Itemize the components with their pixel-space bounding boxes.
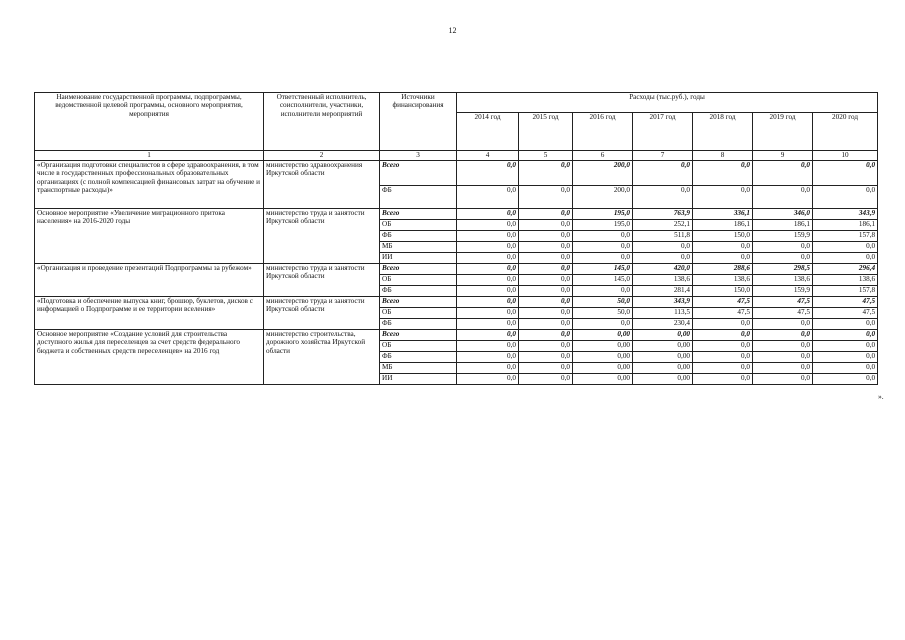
expense-value: 298,5 (753, 264, 813, 275)
expense-value: 0,00 (573, 330, 633, 341)
expense-value: 0,0 (813, 330, 878, 341)
expense-value: 343,9 (813, 209, 878, 220)
expense-value: 0,0 (633, 242, 693, 253)
expense-value: 0,0 (519, 161, 573, 186)
expense-value: 0,0 (457, 186, 519, 209)
expense-value: 0,0 (519, 319, 573, 330)
activity-name: «Организация и проведение презентаций Подпрограммы за рубежом» (35, 264, 264, 297)
expense-value: 159,9 (753, 231, 813, 242)
expense-value: 0,0 (519, 363, 573, 374)
expense-value: 336,1 (693, 209, 753, 220)
expense-value: 145,0 (573, 275, 633, 286)
expense-value: 0,0 (519, 308, 573, 319)
expense-value: 0,0 (519, 253, 573, 264)
column-number: 2 (264, 151, 380, 161)
expense-value: 47,5 (813, 297, 878, 308)
expense-value: 186,1 (813, 220, 878, 231)
expense-value: 0,0 (813, 186, 878, 209)
column-number: 8 (693, 151, 753, 161)
expense-value: 343,9 (633, 297, 693, 308)
expense-value: 0,00 (633, 374, 693, 385)
column-number: 9 (753, 151, 813, 161)
expense-value: 0,0 (693, 341, 753, 352)
expense-value: 0,0 (519, 242, 573, 253)
funding-source: Всего (380, 264, 457, 275)
expense-value: 157,8 (813, 286, 878, 297)
expense-value: 0,0 (693, 330, 753, 341)
table-body (35, 161, 878, 385)
expense-value: 195,0 (573, 220, 633, 231)
expense-value: 288,6 (693, 264, 753, 275)
expense-value: 0,0 (693, 374, 753, 385)
expense-value: 0,0 (813, 161, 878, 186)
responsible-executor: министерство здравоохранения Иркутской области (264, 161, 380, 209)
expense-value: 0,0 (457, 319, 519, 330)
expense-value: 0,0 (457, 297, 519, 308)
expense-value: 0,0 (457, 275, 519, 286)
column-number: 4 (457, 151, 519, 161)
expense-value: 0,0 (753, 341, 813, 352)
expense-value: 346,0 (753, 209, 813, 220)
expense-value: 200,0 (573, 161, 633, 186)
funding-source: ФБ (380, 231, 457, 242)
expense-value: 0,0 (573, 231, 633, 242)
expense-value: 0,0 (519, 374, 573, 385)
funding-source: ФБ (380, 319, 457, 330)
activity-name: «Организация подготовки специалистов в сфере здравоохранения, в том числе в государственных профессиональных образовательных организациях (с полной компенсацией финансовых затрат на обучение и транспортные расходы)» (35, 161, 264, 209)
expense-value: 0,0 (519, 352, 573, 363)
expense-value: 0,0 (457, 352, 519, 363)
expense-value: 420,0 (633, 264, 693, 275)
expense-value: 0,0 (633, 253, 693, 264)
expense-value: 281,4 (633, 286, 693, 297)
header-year: 2015 год (519, 112, 573, 150)
expense-value: 511,8 (633, 231, 693, 242)
responsible-executor: министерство труда и занятости Иркутской области (264, 209, 380, 264)
expense-value: 0,0 (693, 161, 753, 186)
expense-value: 0,0 (519, 209, 573, 220)
funding-source: ФБ (380, 186, 457, 209)
expense-value: 0,0 (753, 242, 813, 253)
header-responsible: Ответственный исполнитель, соисполнители, участники, исполнители мероприятий (264, 93, 380, 151)
expense-value: 157,8 (813, 231, 878, 242)
activity-name: «Подготовка и обеспечение выпуска книг, брошюр, буклетов, дисков с информацией о Подпрограмме и ее территории вселения» (35, 297, 264, 330)
expense-value: 0,0 (573, 253, 633, 264)
funding-source: Всего (380, 161, 457, 186)
expense-value: 0,0 (519, 264, 573, 275)
expense-value: 0,0 (693, 242, 753, 253)
responsible-executor: министерство труда и занятости Иркутской области (264, 297, 380, 330)
expense-value: 0,0 (457, 161, 519, 186)
expense-value: 0,0 (457, 231, 519, 242)
expense-value: 0,0 (457, 341, 519, 352)
header-name: Наименование государственной программы, подпрограммы, ведомственной целевой программы, основного мероприятия, мероприятия (35, 93, 264, 151)
expense-value: 47,5 (693, 308, 753, 319)
expense-value: 0,0 (753, 330, 813, 341)
expense-value: 763,9 (633, 209, 693, 220)
expense-value: 0,00 (633, 330, 693, 341)
expense-value: 0,0 (457, 242, 519, 253)
expense-value: 150,0 (693, 286, 753, 297)
expense-value: 0,00 (573, 374, 633, 385)
expense-value: 0,0 (457, 308, 519, 319)
expense-value: 145,0 (573, 264, 633, 275)
column-number-row (35, 151, 878, 161)
table-row (35, 330, 878, 341)
column-number: 7 (633, 151, 693, 161)
expense-value: 0,0 (813, 374, 878, 385)
table-row (35, 297, 878, 308)
expense-value: 0,0 (457, 286, 519, 297)
column-number: 3 (380, 151, 457, 161)
expense-value: 0,00 (633, 363, 693, 374)
funding-source: ИИ (380, 374, 457, 385)
expense-value: 195,0 (573, 209, 633, 220)
expense-value: 0,0 (519, 231, 573, 242)
activity-name: Основное мероприятие «Создание условий для строительства доступного жилья для переселенцев за счет средств федерального бюджета и собственных средств переселенцев» на 2016 год (35, 330, 264, 385)
funding-source: Всего (380, 209, 457, 220)
expense-value: 0,0 (519, 297, 573, 308)
expense-value: 0,0 (457, 264, 519, 275)
expense-value: 138,6 (633, 275, 693, 286)
expense-value: 0,0 (457, 374, 519, 385)
table-row (35, 264, 878, 275)
expense-value: 186,1 (753, 220, 813, 231)
expense-value: 0,0 (519, 275, 573, 286)
funding-source: ОБ (380, 275, 457, 286)
expense-value: 296,4 (813, 264, 878, 275)
expense-value: 50,0 (573, 308, 633, 319)
expense-value: 0,0 (753, 161, 813, 186)
header-year: 2018 год (693, 112, 753, 150)
expense-value: 0,0 (519, 330, 573, 341)
funding-source: ФБ (380, 286, 457, 297)
funding-source: МБ (380, 242, 457, 253)
expense-value: 0,00 (633, 352, 693, 363)
expense-value: 0,0 (813, 363, 878, 374)
header-year: 2014 год (457, 112, 519, 150)
expense-value: 47,5 (753, 297, 813, 308)
expense-value: 0,0 (457, 330, 519, 341)
header-year: 2017 год (633, 112, 693, 150)
funding-source: ОБ (380, 220, 457, 231)
column-number: 6 (573, 151, 633, 161)
expense-value: 0,0 (693, 319, 753, 330)
expense-value: 0,0 (693, 352, 753, 363)
expense-value: 0,0 (519, 341, 573, 352)
expense-value: 0,0 (633, 186, 693, 209)
funding-source: Всего (380, 297, 457, 308)
funding-source: ИИ (380, 253, 457, 264)
expense-value: 0,0 (753, 363, 813, 374)
expense-value: 0,0 (753, 374, 813, 385)
expense-value: 0,0 (633, 161, 693, 186)
expense-value: 0,0 (519, 220, 573, 231)
responsible-executor: министерство строительства, дорожного хозяйства Иркутской области (264, 330, 380, 385)
expense-value: 138,6 (693, 275, 753, 286)
funding-source: ОБ (380, 308, 457, 319)
table-row (35, 209, 878, 220)
expense-value: 0,0 (573, 242, 633, 253)
funding-source: ОБ (380, 341, 457, 352)
expense-value: 47,5 (693, 297, 753, 308)
expense-value: 150,0 (693, 231, 753, 242)
expense-value: 230,4 (633, 319, 693, 330)
expense-value: 0,0 (693, 363, 753, 374)
funding-source: Всего (380, 330, 457, 341)
expense-value: 252,1 (633, 220, 693, 231)
header-year: 2019 год (753, 112, 813, 150)
expense-value: 159,9 (753, 286, 813, 297)
header-year: 2016 год (573, 112, 633, 150)
expense-value: 47,5 (753, 308, 813, 319)
expense-value: 200,0 (573, 186, 633, 209)
column-number: 1 (35, 151, 264, 161)
expense-value: 0,0 (519, 286, 573, 297)
expense-value: 0,00 (573, 341, 633, 352)
column-number: 5 (519, 151, 573, 161)
funding-source: МБ (380, 363, 457, 374)
expense-value: 0,0 (813, 253, 878, 264)
expense-value: 0,0 (753, 352, 813, 363)
expenses-table (34, 92, 878, 385)
expense-value: 0,0 (457, 253, 519, 264)
expense-value: 0,0 (457, 209, 519, 220)
header-sources: Источники финансирования (380, 93, 457, 151)
column-number: 10 (813, 151, 878, 161)
page-number: 12 (448, 26, 457, 35)
expense-value: 0,0 (693, 253, 753, 264)
expense-value: 138,6 (813, 275, 878, 286)
closing-quote-mark: ». (878, 392, 884, 401)
activity-name: Основное мероприятие «Увеличение миграционного притока населения» на 2016-2020 годы (35, 209, 264, 264)
header-year: 2020 год (813, 112, 878, 150)
expense-value: 0,0 (813, 242, 878, 253)
expense-value: 0,0 (753, 186, 813, 209)
expense-value: 0,0 (573, 319, 633, 330)
expense-value: 0,00 (573, 352, 633, 363)
expense-value: 0,00 (573, 363, 633, 374)
expense-value: 0,0 (753, 319, 813, 330)
expense-value: 186,1 (693, 220, 753, 231)
expense-value: 0,0 (693, 186, 753, 209)
expense-value: 138,6 (753, 275, 813, 286)
funding-source: ФБ (380, 352, 457, 363)
expense-value: 0,0 (457, 220, 519, 231)
expense-value: 0,00 (633, 341, 693, 352)
header-expenses: Расходы (тыс.руб.), годы (457, 93, 878, 113)
expense-value: 113,5 (633, 308, 693, 319)
expense-value: 0,0 (573, 286, 633, 297)
expense-value: 0,0 (457, 363, 519, 374)
expense-value: 50,0 (573, 297, 633, 308)
expense-value: 0,0 (813, 352, 878, 363)
expense-value: 0,0 (813, 341, 878, 352)
table-header (35, 93, 878, 161)
responsible-executor: министерство труда и занятости Иркутской области (264, 264, 380, 297)
expense-value: 0,0 (813, 319, 878, 330)
expense-value: 0,0 (519, 186, 573, 209)
expense-value: 47,5 (813, 308, 878, 319)
expense-value: 0,0 (753, 253, 813, 264)
table-row (35, 161, 878, 186)
